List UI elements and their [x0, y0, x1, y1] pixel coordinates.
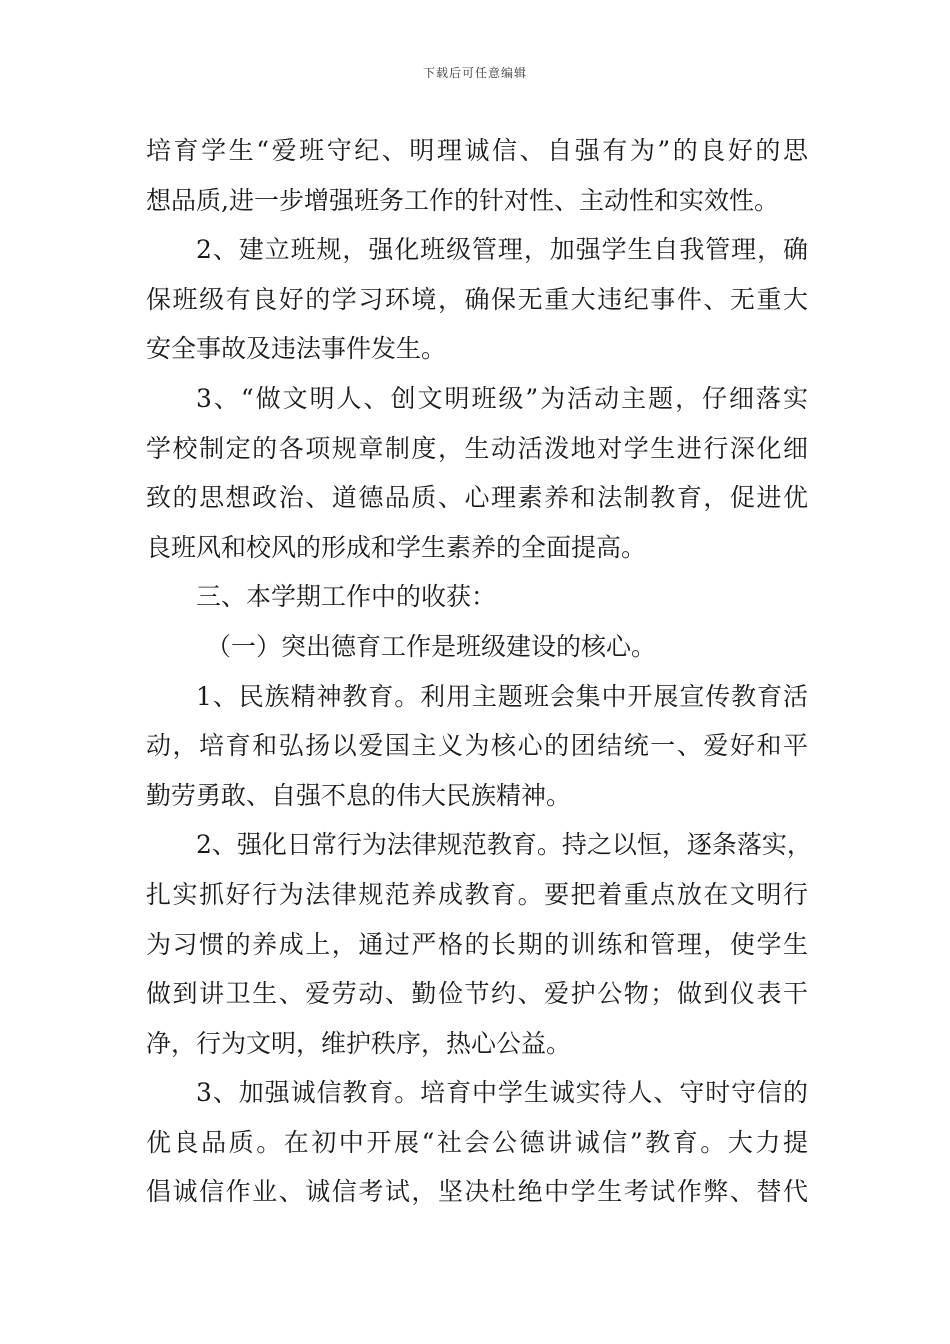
text-line: 3、“做文明人、创文明班级”为活动主题，仔细落实 [196, 383, 808, 413]
text-line: 想品质,进一步增强班务工作的针对性、主动性和实效性。 [146, 185, 779, 215]
text-line: 动，培育和弘扬以爱国主义为核心的团结统一、爱好和平 [146, 731, 808, 761]
text-line: 倡诚信作业、诚信考试，坚决杜绝中学生考试作弊、替代 [146, 1177, 808, 1207]
text-line: 净，行为文明，维护秩序，热心公益。 [146, 1028, 572, 1058]
text-line: 扎实抓好行为法律规范养成教育。要把着重点放在文明行 [146, 879, 808, 909]
section-heading: 三、本学期工作中的收获： [196, 582, 497, 612]
text-line: 安全事故及违法事件发生。 [146, 334, 447, 364]
text-line: 培育学生“爱班守纪、明理诚信、自强有为”的良好的思 [146, 136, 808, 165]
text-line: 优良品质。在初中开展“社会公德讲诚信”教育。大力提 [146, 1127, 808, 1157]
text-line: 勤劳勇敢、自强不息的伟大民族精神。 [146, 780, 572, 810]
page-header: 下载后可任意编辑 [422, 66, 527, 80]
text-line: 2、强化日常行为法律规范教育。持之以恒，逐条落实， [196, 830, 812, 860]
text-line: 3、加强诚信教育。培育中学生诚实待人、守时守信的 [196, 1078, 808, 1108]
text-line: 学校制定的各项规章制度，生动活泼地对学生进行深化细 [146, 433, 808, 463]
text-line: 2、建立班规，强化班级管理，加强学生自我管理，确 [196, 235, 808, 265]
text-line: 良班风和校风的形成和学生素养的全面提高。 [146, 532, 647, 562]
text-line: 为习惯的养成上，通过严格的长期的训练和管理，使学生 [146, 929, 808, 959]
text-line: 做到讲卫生、爱劳动、勤俭节约、爱护公物；做到仪表干 [146, 979, 808, 1009]
document-body [146, 126, 812, 1217]
text-line: 1、民族精神教育。利用主题班会集中开展宣传教育活 [196, 681, 808, 711]
text-line: 致的思想政治、道德品质、心理素养和法制教育，促进优 [146, 483, 808, 513]
subsection-heading: （一）突出德育工作是班级建设的核心。 [206, 631, 657, 661]
text-line: 保班级有良好的学习环境，确保无重大违纪事件、无重大 [146, 284, 808, 314]
